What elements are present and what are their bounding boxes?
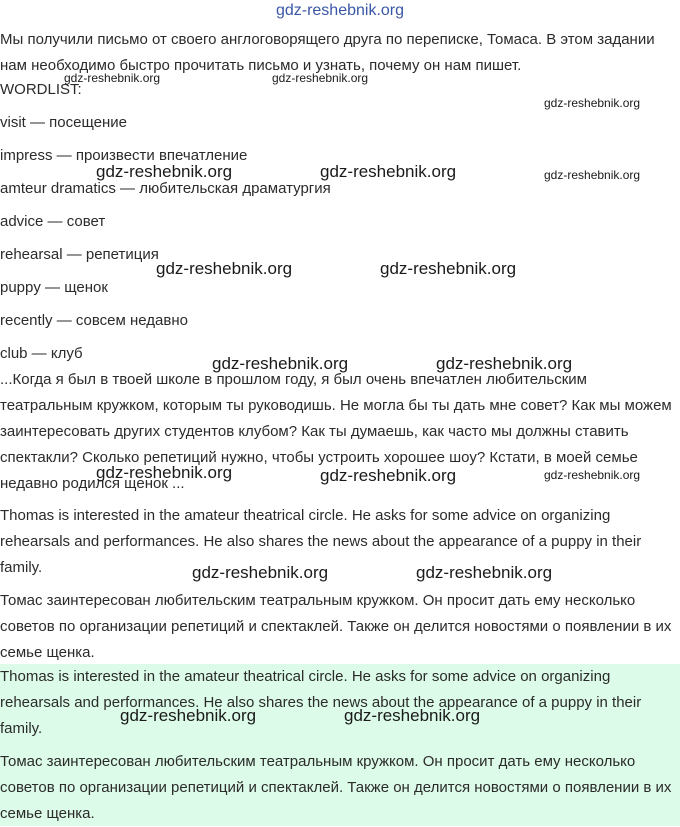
highlight-answer-english: Thomas is interested in the amateur theatrical circle. He asks for some advice on organizing rehearsals and performances. He also shares the news about the appearance of a puppy in their family. (0, 668, 642, 737)
watermark: gdz-reshebnik.org (192, 563, 329, 582)
watermark: gdz-reshebnik.org (96, 162, 233, 181)
wordlist-item: advice — совет (0, 213, 106, 230)
wordlist-item: puppy — щенок (0, 279, 108, 296)
watermark: gdz-reshebnik.org (544, 168, 641, 182)
wordlist-title: WORDLIST: (0, 81, 82, 98)
wordlist-item: recently — совсем недавно (0, 312, 188, 329)
wordlist-item: rehearsal — репетиция (0, 246, 159, 263)
watermark: gdz-reshebnik.org (436, 354, 573, 373)
answer-english: Thomas is interested in the amateur theatrical circle. He asks for some advice on organizing rehearsals and performances. He also shares the news about the appearance of a puppy in their family. (0, 507, 642, 576)
watermark: gdz-reshebnik.org (544, 468, 641, 482)
highlight-answer-russian: Томас заинтересован любительским театральным кружком. Он просит дать ему несколько советов по организации репетиций и спектаклей. Также он делится новостями о появлении в их семье щенка. (0, 753, 672, 822)
watermark: gdz-reshebnik.org (212, 354, 349, 373)
watermark: gdz-reshebnik.org (344, 706, 481, 725)
watermark: gdz-reshebnik.org (416, 563, 553, 582)
answer-russian: Томас заинтересован любительским театральным кружком. Он просит дать ему несколько советов по организации репетиций и спектаклей. Также он делится новостями о появлении в их семье щенка. (0, 592, 672, 661)
watermark: gdz-reshebnik.org (120, 706, 257, 725)
letter-excerpt: ...Когда я был в твоей школе в прошлом году, я был очень впечатлен любительским театральным кружком, которым ты руководишь. Не могла бы ты дать мне совет? Как мы можем заинтересовать других студентов клубом? Как ты думаешь, как часто мы должны ставить спектакли? Сколько репетиций нужно, чтобы устроить хорошее шоу? Кстати, в моей семье недавно родился щенок ... (0, 371, 672, 492)
watermark: gdz-reshebnik.org (320, 466, 457, 485)
watermark: gdz-reshebnik.org (544, 96, 641, 110)
wordlist-item: club — клуб (0, 345, 83, 362)
wordlist-item: visit — посещение (0, 114, 127, 131)
site-header-link[interactable]: gdz-reshebnik.org (275, 2, 405, 19)
watermark: gdz-reshebnik.org (380, 259, 517, 278)
watermark: gdz-reshebnik.org (64, 71, 161, 85)
watermark: gdz-reshebnik.org (96, 463, 233, 482)
intro-paragraph: Мы получили письмо от своего англоговорящего друга по переписке, Томаса. В этом задании нам необходимо быстро прочитать письмо и узнать, почему он нам пишет. (0, 31, 655, 74)
wordlist-item: amteur dramatics — любительская драматургия (0, 180, 331, 197)
watermark: gdz-reshebnik.org (272, 71, 369, 85)
watermark: gdz-reshebnik.org (320, 162, 457, 181)
wordlist-item: impress — произвести впечатление (0, 147, 248, 164)
watermark: gdz-reshebnik.org (156, 259, 293, 278)
